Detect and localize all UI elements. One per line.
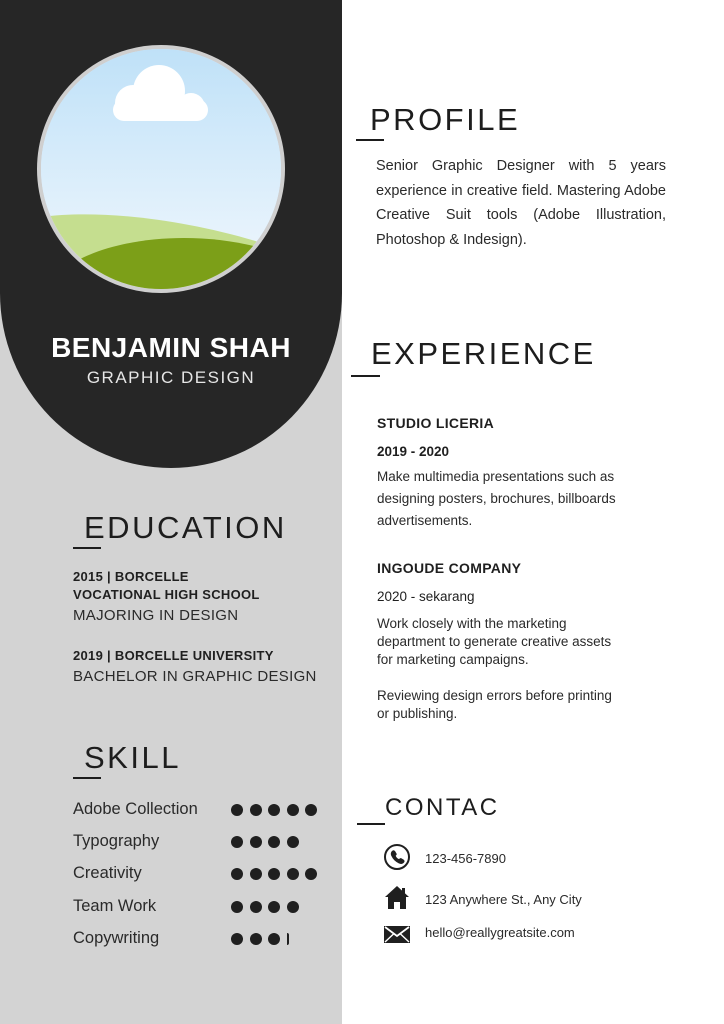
profile-photo <box>37 45 285 293</box>
rating-dot <box>305 868 317 880</box>
skill-name: Copywriting <box>73 928 160 947</box>
job-1-description-line: Make multimedia presentations such as <box>377 469 615 484</box>
job-2-description <box>377 615 662 723</box>
person-role: GRAPHIC DESIGN <box>86 368 256 387</box>
job-2-years: 2020 - sekarang <box>377 589 475 604</box>
profile-title: PROFILE <box>370 102 521 137</box>
experience-title: EXPERIENCE <box>371 336 596 371</box>
education-entry-2-degree: BACHELOR IN GRAPHIC DESIGN <box>73 668 317 685</box>
job-2-description-line: Reviewing design errors before printing <box>377 688 612 703</box>
experience-underline <box>351 375 380 377</box>
skill-title: SKILL <box>84 740 181 775</box>
education-title: EDUCATION <box>84 510 287 545</box>
job-2-description-gap <box>377 669 662 687</box>
education-entry-2-year: 2019 | BORCELLE UNIVERSITY <box>73 648 274 663</box>
skill-rating <box>231 868 324 882</box>
skill-name: Typography <box>73 832 160 851</box>
rating-dot <box>287 836 299 848</box>
job-2-company: INGOUDE COMPANY <box>377 560 522 576</box>
rating-dot <box>231 868 243 880</box>
rating-dot-partial <box>287 933 289 945</box>
contact-underline <box>357 823 385 825</box>
education-entry-1-year: 2015 | BORCELLE <box>73 569 189 584</box>
rating-dot <box>268 804 280 816</box>
rating-dot <box>231 901 243 913</box>
skill-name: Team Work <box>73 896 157 915</box>
skill-row <box>73 832 333 854</box>
rating-dot <box>268 836 280 848</box>
education-entry-1-school: VOCATIONAL HIGH SCHOOL <box>73 587 260 602</box>
rating-dot <box>250 901 262 913</box>
job-2-description-line: for marketing campaigns. <box>377 652 529 667</box>
rating-dot <box>268 868 280 880</box>
person-name: BENJAMIN SHAH <box>51 332 291 363</box>
rating-dot <box>231 933 243 945</box>
skill-name: Adobe Collection <box>73 800 198 818</box>
rating-dot <box>268 933 280 945</box>
education-entry-1-major: MAJORING IN DESIGN <box>73 607 239 624</box>
contact-title: CONTAC <box>385 794 500 821</box>
job-1-years: 2019 - 2020 <box>377 444 450 459</box>
contact-email: hello@reallygreatsite.com <box>425 925 575 940</box>
rating-dot <box>287 901 299 913</box>
mail-icon <box>383 920 411 948</box>
rating-dot <box>268 901 280 913</box>
job-2-description-line: department to generate creative assets <box>377 634 612 649</box>
rating-dot <box>250 868 262 880</box>
skill-rating <box>231 804 324 818</box>
job-1-description-line: designing posters, brochures, billboards <box>377 491 616 506</box>
rating-dot <box>305 804 317 816</box>
home-icon <box>383 884 411 912</box>
skill-row <box>73 864 333 886</box>
rating-dot <box>250 933 262 945</box>
rating-dot <box>250 804 262 816</box>
skill-row <box>73 929 333 951</box>
profile-underline <box>356 139 384 141</box>
skill-rating <box>231 836 305 850</box>
rating-dot <box>287 868 299 880</box>
education-underline <box>73 547 101 549</box>
rating-dot <box>231 804 243 816</box>
skill-underline <box>73 777 101 779</box>
contact-email-row <box>383 920 683 950</box>
skill-row <box>73 897 333 919</box>
contact-address-row <box>383 884 683 914</box>
contact-phone: 123-456-7890 <box>425 851 506 866</box>
skill-row <box>73 800 333 822</box>
job-2-description-line: or publishing. <box>377 706 458 721</box>
rating-dot <box>287 804 299 816</box>
contact-address: 123 Anywhere St., Any City <box>425 892 582 907</box>
profile-summary: Senior Graphic Designer with 5 years experience in creative field. Mastering Adobe Creative Suit tools (Adobe Illustration, Photoshop & Indesign). <box>376 158 666 248</box>
job-1-description <box>377 466 662 532</box>
job-1-company: STUDIO LICERIA <box>377 415 494 431</box>
job-2-description-line: Work closely with the marketing <box>377 616 567 631</box>
rating-dot <box>231 836 243 848</box>
skill-rating <box>231 933 295 947</box>
skill-name: Creativity <box>73 864 142 883</box>
phone-icon <box>383 843 411 871</box>
contact-phone-row <box>383 843 683 873</box>
rating-dot <box>250 836 262 848</box>
skill-rating <box>231 901 305 915</box>
job-1-description-line: advertisements. <box>377 513 473 528</box>
